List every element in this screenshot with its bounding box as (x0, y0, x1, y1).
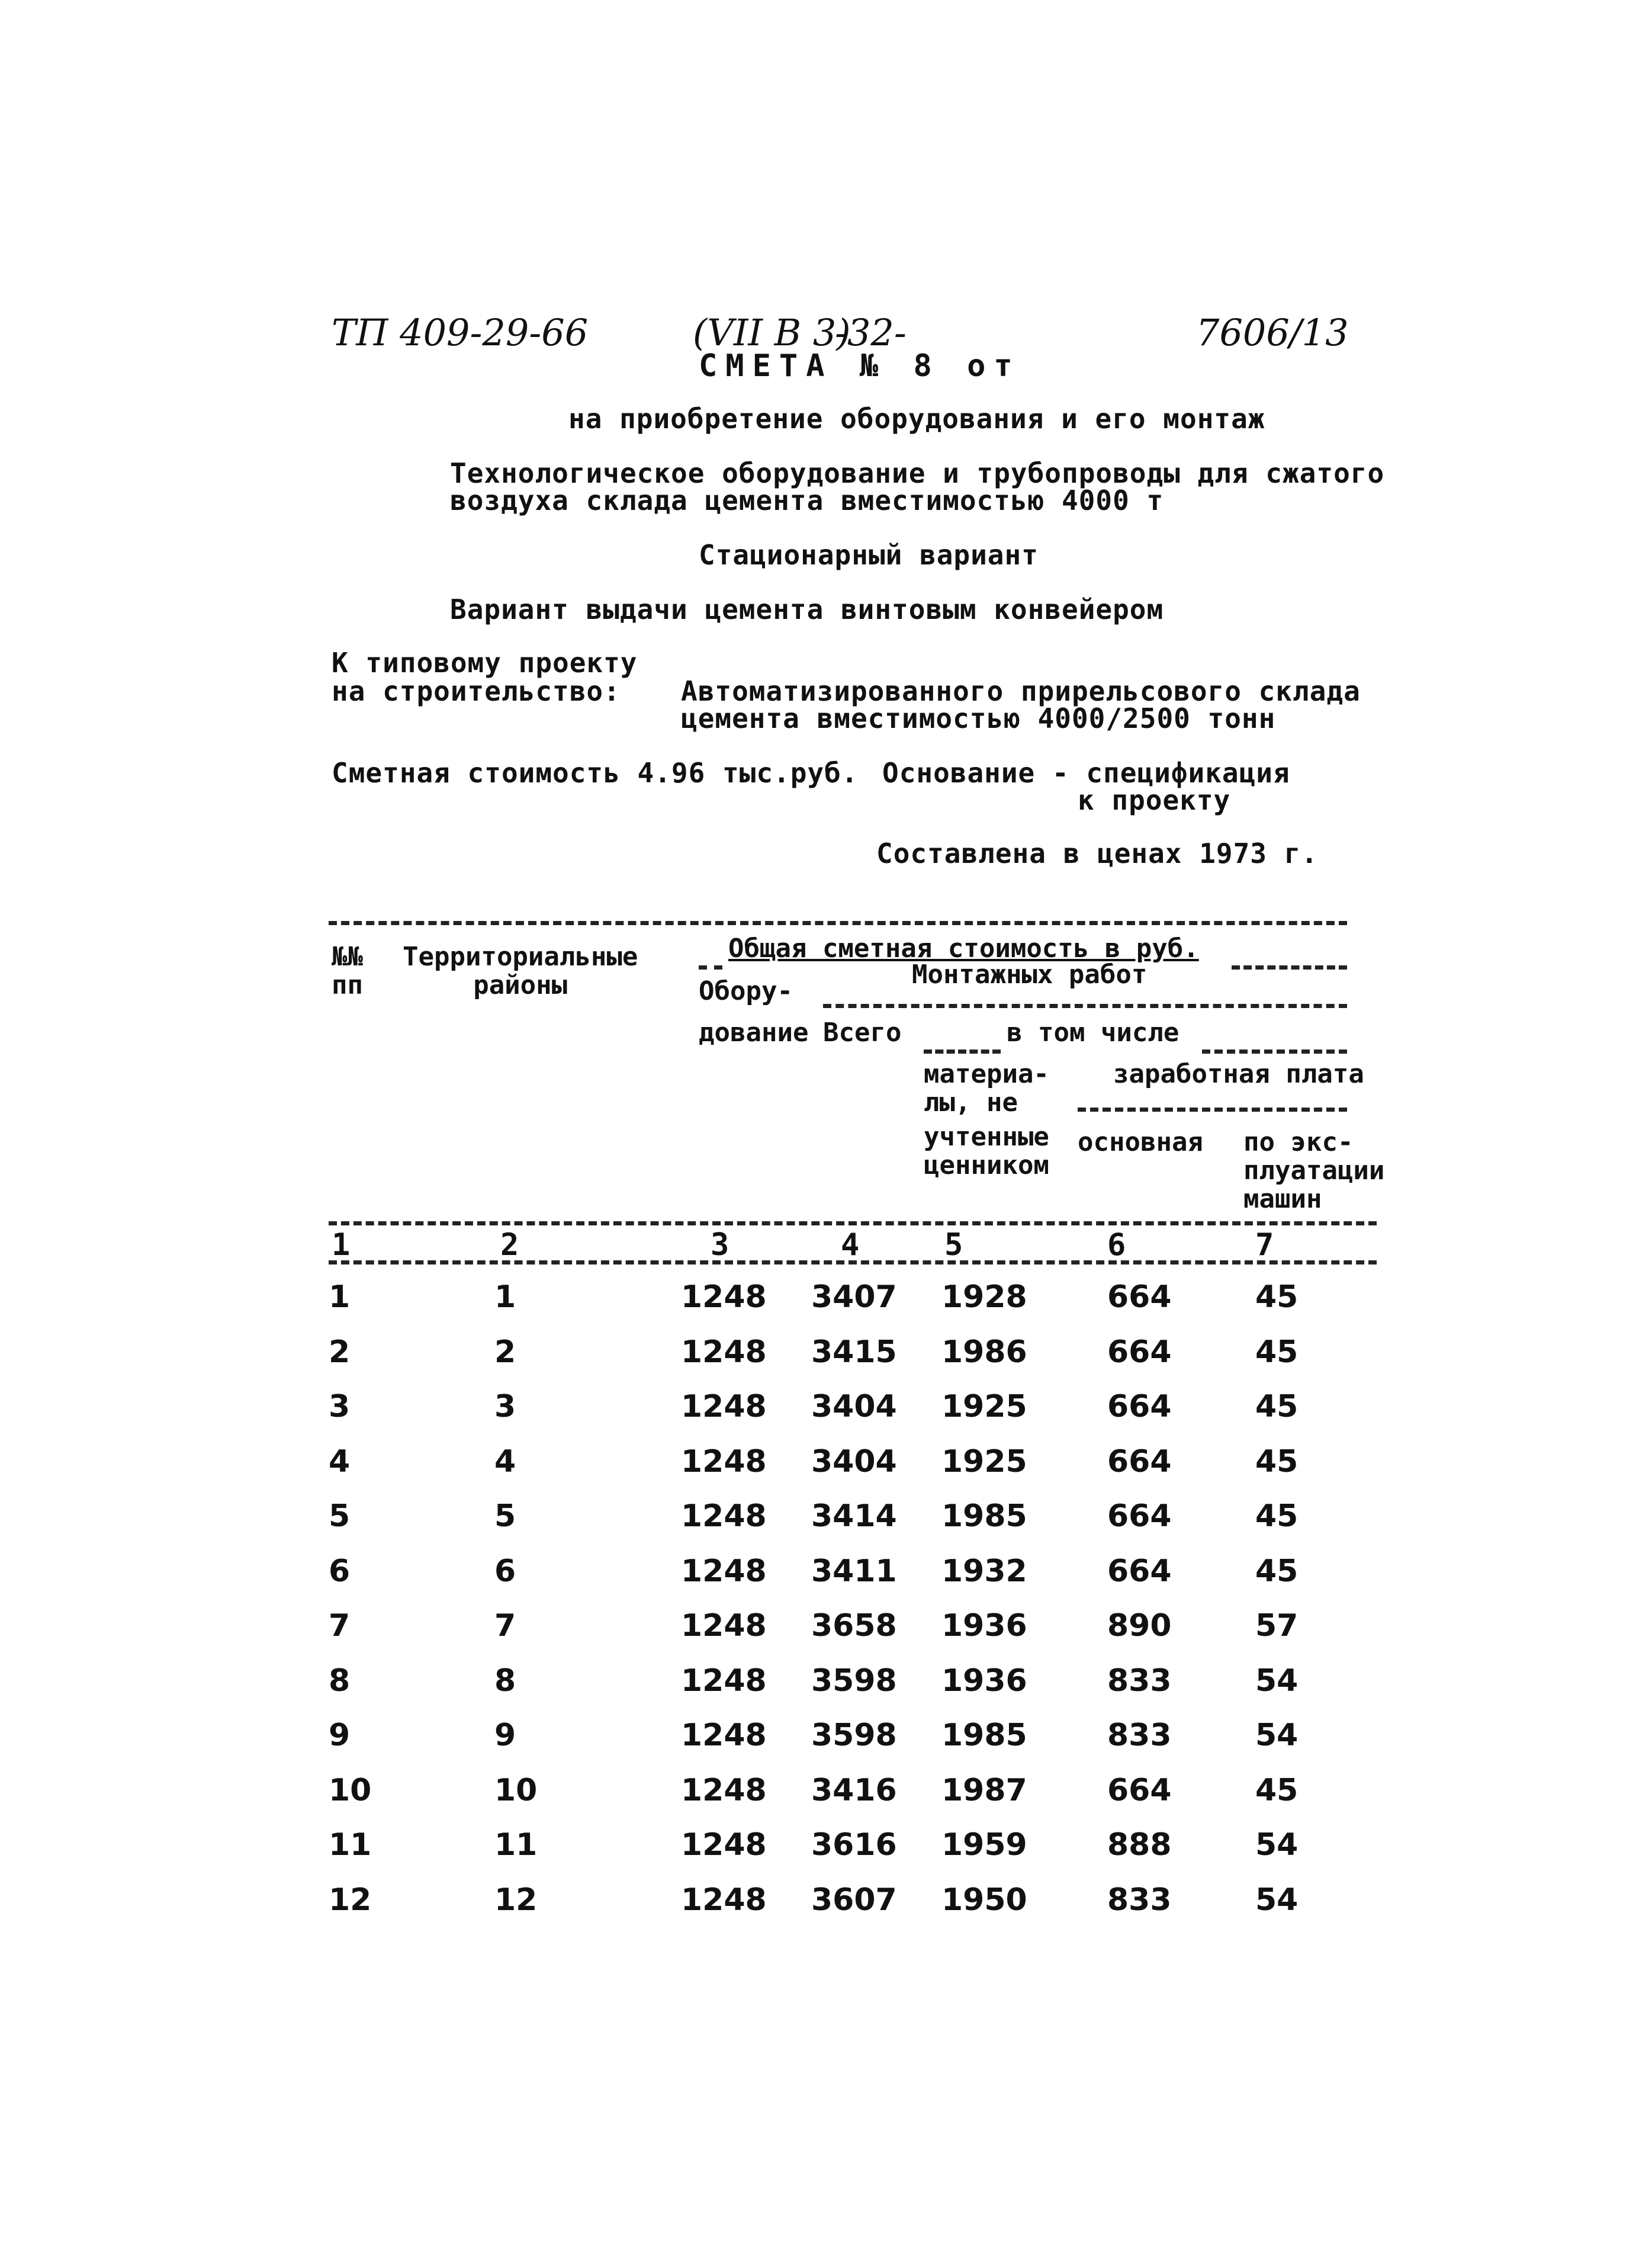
table-cell: 2 (494, 1334, 516, 1370)
header-machines (1243, 1128, 1384, 1214)
col-number: 4 (841, 1227, 860, 1263)
header-materials-line-2: лы, не (924, 1087, 1018, 1118)
prices-year: Составлена в ценах 1973 г. (876, 837, 1319, 869)
table-cell: 664 (1107, 1443, 1172, 1479)
table-cell: 1950 (941, 1882, 1027, 1918)
header-machines-line-3: машин (1243, 1184, 1322, 1214)
table-cell: 9 (494, 1718, 516, 1753)
doc-code: ТП 409-29-66 (332, 311, 589, 354)
table-top-rule (329, 921, 1347, 925)
table-cell: 3 (494, 1389, 516, 1424)
header-total-cost-rule-right (1232, 965, 1347, 970)
table-cell: 1 (494, 1279, 516, 1315)
header-including: в том числе (1007, 1018, 1179, 1048)
table-cell: 3 (329, 1389, 351, 1424)
table-cell: 45 (1255, 1389, 1299, 1424)
table-cell: 3415 (811, 1334, 897, 1370)
table-cell: 45 (1255, 1498, 1299, 1534)
table-cell: 3607 (811, 1882, 897, 1918)
project-label-line-1: К типовому проекту (332, 647, 638, 679)
table-cell: 45 (1255, 1553, 1299, 1589)
header-materials-line-1: материа- (924, 1059, 1049, 1089)
header-machines-line-2: плуатации (1243, 1156, 1385, 1186)
description-line-1: Технологическое оборудование и трубопроводы для сжатого (450, 457, 1385, 489)
estimated-cost: Сметная стоимость 4.96 тыс.руб. (332, 757, 859, 789)
table-cell: 1248 (681, 1389, 767, 1424)
table-cell: 3616 (811, 1827, 897, 1863)
variant-screw-conveyor: Вариант выдачи цемента винтовым конвейером (450, 593, 1164, 625)
header-num (332, 943, 363, 1000)
header-region-line-1: Территориальные (403, 942, 638, 972)
table-cell: 10 (329, 1772, 372, 1808)
header-wages: заработная плата (1113, 1059, 1364, 1089)
header-installation: Монтажных работ (912, 959, 1148, 990)
table-cell: 3416 (811, 1772, 897, 1808)
table-cell: 7 (329, 1608, 351, 1644)
table-cell: 45 (1255, 1443, 1299, 1479)
wages-rule (1078, 1108, 1347, 1112)
header-materials-line-4: ценником (924, 1150, 1049, 1180)
header-basic: основная (1078, 1127, 1203, 1157)
header-total-cost: Общая сметная стоимость в руб. (728, 933, 1199, 964)
table-cell: 1936 (941, 1608, 1027, 1644)
col-number: 6 (1107, 1227, 1126, 1263)
basis-line-1: Основание - спецификация (882, 757, 1290, 789)
variant-stationary: Стационарный вариант (699, 539, 1039, 571)
table-cell: 54 (1255, 1663, 1299, 1699)
table-cell: 3404 (811, 1389, 897, 1424)
description-line-2: воздуха склада цемента вместимостью 4000 т (450, 484, 1164, 516)
project-label-line-2: на строительство: (332, 675, 621, 707)
installation-rule (823, 1004, 1347, 1008)
table-cell: 1987 (941, 1772, 1027, 1808)
table-cell: 6 (494, 1553, 516, 1589)
col-number: 2 (500, 1227, 519, 1263)
archive-number: 7606/13 (1196, 311, 1349, 354)
table-cell: 890 (1107, 1608, 1172, 1644)
col-number: 1 (332, 1227, 351, 1263)
table-cell: 664 (1107, 1334, 1172, 1370)
table-cell: 8 (329, 1663, 351, 1699)
table-cell: 4 (329, 1443, 351, 1479)
table-cell: 1248 (681, 1334, 767, 1370)
table-cell: 1 (329, 1279, 351, 1315)
table-cell: 3598 (811, 1663, 897, 1699)
table-cell: 11 (329, 1827, 372, 1863)
table-cell: 10 (494, 1772, 538, 1808)
table-cell: 1932 (941, 1553, 1027, 1589)
header-materials (924, 1060, 1049, 1180)
table-cell: 1959 (941, 1827, 1027, 1863)
table-cell: 833 (1107, 1882, 1172, 1918)
table-cell: 12 (494, 1882, 538, 1918)
table-cell: 45 (1255, 1772, 1299, 1808)
table-cell: 888 (1107, 1827, 1172, 1863)
table-cell: 6 (329, 1553, 351, 1589)
table-cell: 1928 (941, 1279, 1027, 1315)
table-cell: 1248 (681, 1608, 767, 1644)
table-cell: 664 (1107, 1553, 1172, 1589)
table-cell: 664 (1107, 1772, 1172, 1808)
table-cell: 54 (1255, 1882, 1299, 1918)
document-title: СМЕТА № 8 от (699, 348, 1021, 384)
table-cell: 3598 (811, 1718, 897, 1753)
table-cell: 1986 (941, 1334, 1027, 1370)
header-machines-line-1: по экс- (1243, 1127, 1354, 1157)
header-all: Всего (823, 1018, 902, 1048)
table-cell: 1248 (681, 1443, 767, 1479)
table-cell: 9 (329, 1718, 351, 1753)
page-number: -32- (835, 311, 907, 354)
table-cell: 3414 (811, 1498, 897, 1534)
table-cell: 1248 (681, 1718, 767, 1753)
header-equipment (699, 977, 808, 1047)
header-equipment-line-1: Обору- (699, 976, 793, 1006)
header-num-line-2: пп (332, 970, 363, 1000)
header-num-line-1: №№ (332, 942, 363, 972)
table-cell: 1248 (681, 1498, 767, 1534)
project-name-line-2: цемента вместимостью 4000/2500 тонн (681, 702, 1276, 734)
col-number: 5 (944, 1227, 963, 1263)
table-cell: 833 (1107, 1663, 1172, 1699)
header-bottom-rule (329, 1221, 1377, 1225)
section-code: (VII В 3) (693, 311, 851, 354)
header-equipment-line-2: дование (699, 1018, 809, 1048)
header-region (403, 943, 638, 1000)
table-cell: 2 (329, 1334, 351, 1370)
table-cell: 1925 (941, 1443, 1027, 1479)
header-total-cost-rule (699, 965, 722, 970)
table-cell: 664 (1107, 1279, 1172, 1315)
header-region-line-2: районы (473, 970, 568, 1000)
table-cell: 3411 (811, 1553, 897, 1589)
table-cell: 8 (494, 1663, 516, 1699)
table-cell: 1936 (941, 1663, 1027, 1699)
table-cell: 1925 (941, 1389, 1027, 1424)
table-cell: 1248 (681, 1663, 767, 1699)
project-name-line-1: Автоматизированного прирельсового склада (681, 675, 1361, 707)
col-number: 3 (711, 1227, 729, 1263)
table-cell: 1248 (681, 1827, 767, 1863)
table-cell: 54 (1255, 1827, 1299, 1863)
table-cell: 3658 (811, 1608, 897, 1644)
table-cell: 1248 (681, 1772, 767, 1808)
basis-line-2: к проекту (1078, 784, 1231, 816)
including-rule-left (924, 1050, 1001, 1054)
col-number: 7 (1255, 1227, 1274, 1263)
table-cell: 12 (329, 1882, 372, 1918)
table-cell: 1248 (681, 1553, 767, 1589)
table-cell: 57 (1255, 1608, 1299, 1644)
table-cell: 45 (1255, 1334, 1299, 1370)
table-cell: 664 (1107, 1498, 1172, 1534)
table-cell: 664 (1107, 1389, 1172, 1424)
header-materials-line-3: учтенные (924, 1122, 1049, 1152)
including-rule-right (1202, 1050, 1347, 1054)
subtitle: на приобретение оборудования и его монтаж (568, 403, 1265, 435)
table-cell: 7 (494, 1608, 516, 1644)
table-cell: 1248 (681, 1279, 767, 1315)
table-cell: 4 (494, 1443, 516, 1479)
table-cell: 5 (329, 1498, 351, 1534)
table-cell: 1248 (681, 1882, 767, 1918)
table-cell: 45 (1255, 1279, 1299, 1315)
table-cell: 1985 (941, 1718, 1027, 1753)
table-cell: 54 (1255, 1718, 1299, 1753)
col-number-rule (329, 1260, 1377, 1264)
table-cell: 5 (494, 1498, 516, 1534)
table-cell: 11 (494, 1827, 538, 1863)
table-cell: 3407 (811, 1279, 897, 1315)
table-cell: 833 (1107, 1718, 1172, 1753)
table-cell: 3404 (811, 1443, 897, 1479)
table-cell: 1985 (941, 1498, 1027, 1534)
